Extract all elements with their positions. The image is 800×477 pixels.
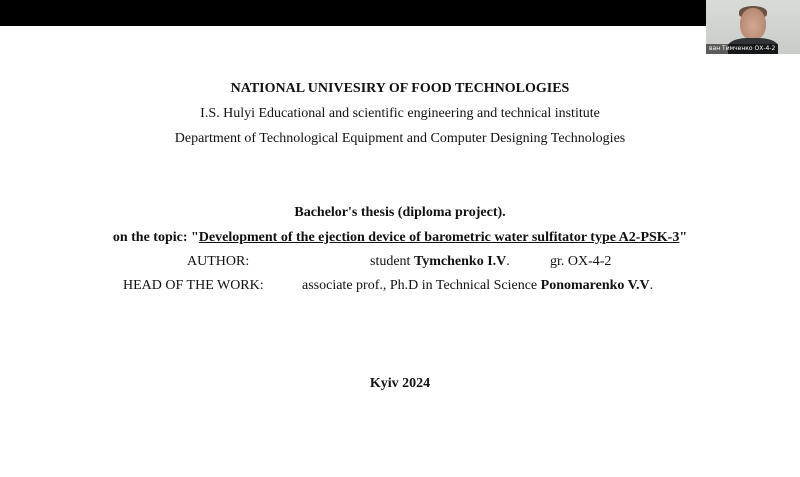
department-line: Department of Technological Equipment and Computer Designing Technologies — [174, 131, 626, 146]
head-name: Ponomarenko V.V — [540, 278, 650, 293]
institute-line: I.S. Hulyi Educational and scientific engineering and technical institute — [200, 106, 600, 121]
head-prefix: associate prof., Ph.D in Technical Science — [302, 278, 541, 293]
head-dot: . — [649, 278, 654, 293]
author-name: Tymchenko I.V — [413, 254, 507, 269]
university-title: NATIONAL UNIVESIRY OF FOOD TECHNOLOGIES — [230, 81, 570, 96]
topic-title: Development of the ejection device of barometric water sulfitator type A2-PSK-3 — [198, 230, 680, 245]
topic-suffix: " — [679, 230, 688, 245]
participant-face — [740, 8, 766, 40]
city-year: Kyiv 2024 — [369, 376, 431, 391]
head-label: HEAD OF THE WORK: — [123, 278, 264, 293]
author-label: AUTHOR: — [187, 254, 250, 269]
thesis-type: Bachelor's thesis (diploma project). — [294, 205, 506, 220]
author-prefix: student — [370, 254, 414, 269]
topic-prefix: on the topic: " — [112, 230, 199, 245]
participant-video-thumbnail[interactable] — [706, 0, 800, 54]
author-dot: . — [506, 254, 510, 269]
participant-name-label: ван Тимченко ОХ-4-2 — [706, 44, 778, 54]
head-value — [302, 277, 653, 295]
author-value — [370, 253, 510, 271]
top-bar — [0, 0, 800, 26]
topic-line — [0, 229, 800, 247]
author-group: gr. OX-4-2 — [550, 254, 612, 269]
